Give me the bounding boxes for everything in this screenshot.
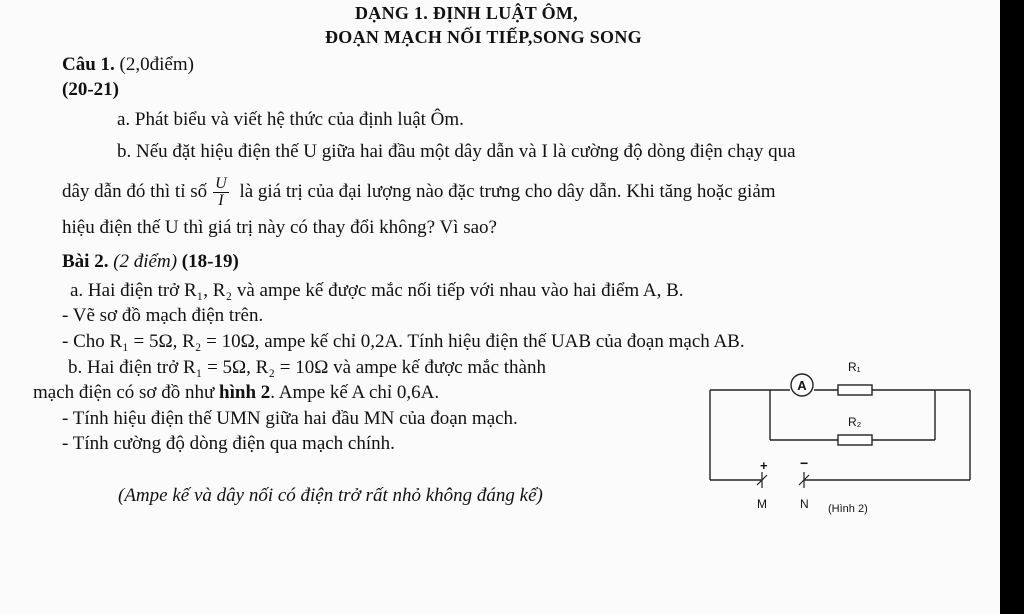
q2-points: (2 điểm) — [113, 251, 178, 272]
q1-points: (2,0điểm) — [119, 54, 194, 75]
q1-heading — [62, 54, 194, 76]
q2-b-post: . Ampe kế A chỉ 0,6A. — [270, 382, 440, 403]
q1-part-b-line2 — [62, 176, 776, 209]
plus-sign: + — [760, 458, 768, 473]
q2-heading — [62, 251, 239, 273]
resistor-r2 — [838, 435, 872, 445]
q2-part-a-line2: - Vẽ sơ đồ mạch điện trên. — [62, 305, 264, 326]
q2-year: (18-19) — [181, 251, 239, 272]
q2-label: Bài 2. — [62, 251, 109, 272]
q2-part-a-line3: - Cho R₁ = 5Ω, R₂ = 10Ω, ampe kế chỉ 0,2A. Tính hiệu điện thế UAB của đoạn mạch AB. — [62, 331, 745, 352]
r1-label: R₁ — [848, 360, 861, 374]
ammeter-label: A — [797, 378, 807, 393]
terminal-n-label: N — [800, 497, 809, 511]
q1-year: (20-21) — [62, 79, 119, 100]
q1-part-a: a. Phát biểu và viết hệ thức của định luật Ôm. — [117, 109, 464, 130]
q1-part-b-line3: hiệu điện thế U thì giá trị này có thay đổi không? Vì sao? — [62, 217, 497, 238]
header-line-1: DẠNG 1. ĐỊNH LUẬT ÔM, — [355, 3, 578, 23]
q2-part-a-line1: a. Hai điện trở R₁, R₂ và ampe kế được mắc nối tiếp với nhau vào hai điểm A, B. — [70, 280, 684, 301]
minus-sign: − — [800, 455, 809, 471]
black-edge-strip — [1000, 0, 1024, 614]
fraction-numerator: U — [215, 175, 227, 192]
circuit-diagram-hinh-2 — [700, 355, 990, 525]
q1-label: Câu 1. — [62, 54, 115, 75]
q2-note: (Ampe kế và dây nối có điện trở rất nhỏ không đáng kể) — [118, 485, 543, 506]
q2-part-b-line2 — [33, 382, 439, 404]
q2-b-figure-ref: hình 2 — [219, 382, 271, 403]
q2-part-b-line3: - Tính hiệu điện thế UMN giữa hai đầu MN của đoạn mạch. — [62, 408, 518, 429]
resistor-r1 — [838, 385, 872, 395]
q1-part-b-line1: b. Nếu đặt hiệu điện thế U giữa hai đầu một dây dẫn và I là cường độ dòng điện chạy qua — [117, 141, 796, 162]
q1-b-post: là giá trị của đại lượng nào đặc trưng cho dây dẫn. Khi tăng hoặc giảm — [239, 180, 776, 202]
fraction-denominator: I — [218, 192, 224, 209]
header-line-2: ĐOẠN MẠCH NỐI TIẾP,SONG SONG — [325, 27, 642, 47]
q2-part-b-line4: - Tính cường độ dòng điện qua mạch chính. — [62, 433, 395, 454]
q2-b-pre: mạch điện có sơ đồ như — [33, 382, 215, 403]
q1-b-pre: dây dẫn đó thì tỉ số — [62, 180, 208, 202]
r2-label: R₂ — [848, 415, 862, 429]
terminal-m-label: M — [757, 497, 767, 511]
u-over-i-fraction — [213, 176, 229, 209]
figure-caption: (Hình 2) — [828, 503, 868, 515]
q2-part-b-line1: b. Hai điện trở R₁ = 5Ω, R₂ = 10Ω và ampe kế được mắc thành — [68, 357, 546, 378]
